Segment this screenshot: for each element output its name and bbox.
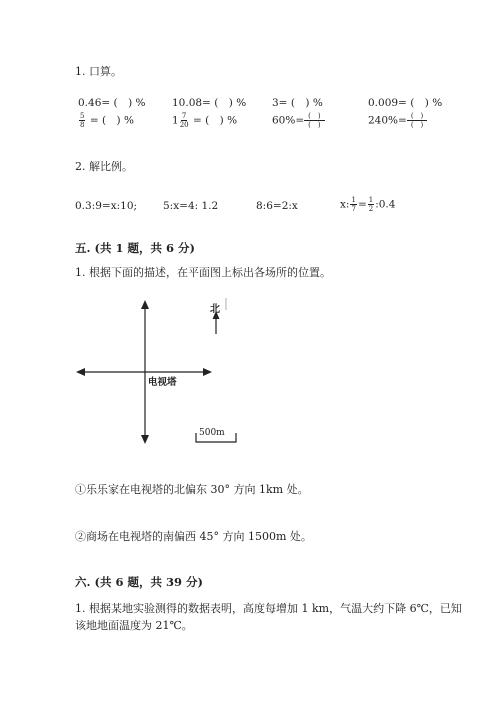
proportion-item: 8:6=2:x xyxy=(256,200,298,212)
description-mall: ②商场在电视塔的南偏西 45° 方向 1500m 处。 xyxy=(75,530,312,543)
proportion-item: 5:x=4: 1.2 xyxy=(163,200,219,212)
calc-item: 0.46= ( ) % xyxy=(78,97,146,109)
up-arrow-icon xyxy=(141,300,149,309)
calc-item-240-percent: 240%= $\frac{( )}{( )}$ xyxy=(368,112,427,129)
calc-item-60-percent: 60%= $\frac{( )}{( )}$ xyxy=(272,112,325,129)
section-heading-five: 五. (共 1 题，共 6 分) xyxy=(75,241,195,255)
calc-item-fraction-5-8: $\frac{5}{8}$ = ( ) % xyxy=(80,112,134,129)
description-home: ①乐乐家在电视塔的北偏东 30° 方向 1km 处。 xyxy=(75,483,309,496)
question-map-instruction: 1. 根据下面的描述，在平面图上标出各场所的位置。 xyxy=(75,266,331,279)
down-arrow-icon xyxy=(141,435,149,444)
calc-item: 10.08= ( ) % xyxy=(172,97,247,109)
scale-label: 500m xyxy=(199,428,225,438)
north-label: 北 xyxy=(210,304,220,315)
tv-tower-label: 电视塔 xyxy=(148,377,177,388)
question-temperature-line2: 该地地面温度为 21℃。 xyxy=(75,619,193,632)
right-arrow-icon xyxy=(203,368,212,376)
question-temperature-line1: 1. 根据某地实验测得的数据表明，高度每增加 1 km，气温大约下降 6℃，已知 xyxy=(75,602,462,615)
question-title-proportion: 2. 解比例。 xyxy=(75,160,133,173)
proportion-item-fraction: x: $\frac{1}{7}$ = $\frac{1}{2}$ :0.4 xyxy=(340,196,396,213)
left-arrow-icon xyxy=(76,368,85,376)
question-title-mental-math: 1. 口算。 xyxy=(75,65,122,78)
section-heading-six: 六. (共 6 题，共 39 分) xyxy=(75,575,203,589)
calc-item: 0.009= ( ) % xyxy=(368,97,443,109)
calc-item-mixed-fraction: 1 $\frac{7}{20}$ = ( ) % xyxy=(172,112,238,129)
calc-item: 3= ( ) % xyxy=(272,97,323,109)
proportion-item: 0.3:9=x:10; xyxy=(75,200,138,212)
